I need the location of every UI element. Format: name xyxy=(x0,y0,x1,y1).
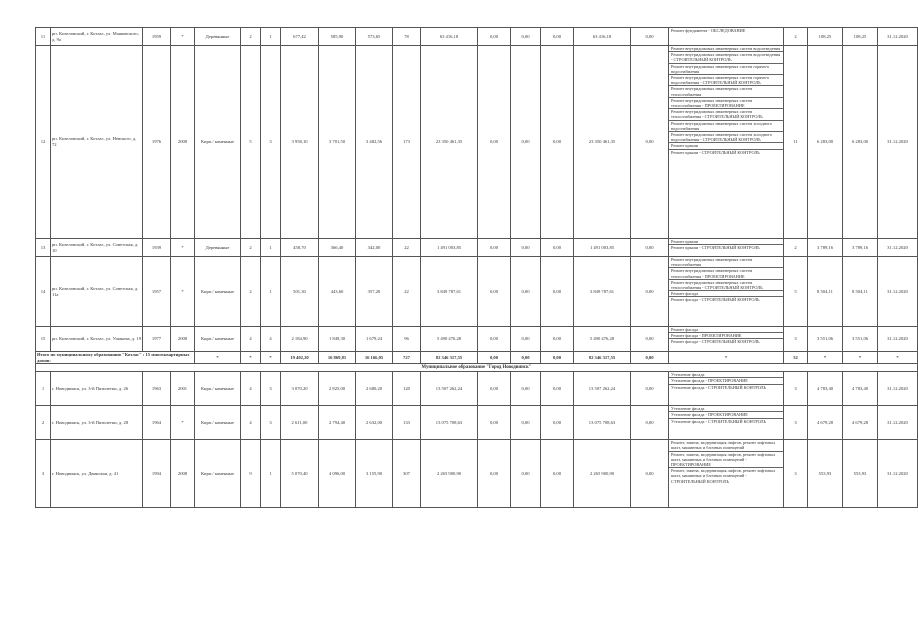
cell: 342,00 xyxy=(356,239,393,257)
cell: 1977 xyxy=(143,327,171,352)
cell: 0,00 xyxy=(511,406,541,440)
cell: * xyxy=(171,406,195,440)
row-number-cell: 13 xyxy=(36,239,51,257)
work-item: Утепление фасада - ПРОЕКТИРОВАНИЕ xyxy=(669,412,783,418)
work-item: Ремонт внутридомовых инженерных систем водоотведения xyxy=(669,46,783,52)
cell: 108,25 xyxy=(843,28,878,46)
cell: 0,00 xyxy=(541,440,574,508)
cell: 23 350 461,35 xyxy=(421,46,478,239)
cell: 1964 xyxy=(143,406,171,440)
cell: 0,00 xyxy=(631,46,669,239)
cell: 0,00 xyxy=(511,327,541,352)
cell: 22 xyxy=(393,257,421,327)
cell: 0,00 xyxy=(631,28,669,46)
cell: 573,65 xyxy=(356,28,393,46)
table-row xyxy=(36,257,918,327)
row-number-cell: 1 xyxy=(36,372,51,406)
table-row xyxy=(36,406,918,440)
cell: 1994 xyxy=(143,440,171,508)
table-row xyxy=(36,327,918,352)
work-item: Ремонт крыши - СТРОИТЕЛЬНЫЙ КОНТРОЛЬ xyxy=(671,149,760,155)
cell: 677,42 xyxy=(281,28,319,46)
cell: 3 849 787,61 xyxy=(574,257,631,327)
cell: 3 xyxy=(784,406,808,440)
cell: 63 416,18 xyxy=(574,28,631,46)
cell: 31.12.2020 xyxy=(878,440,918,508)
cell: Деревянные xyxy=(195,28,241,46)
cell: 1 xyxy=(261,257,281,327)
cell: Кирп./ каменные xyxy=(195,257,241,327)
cell: * xyxy=(171,257,195,327)
cell: 23 350 461,35 xyxy=(574,46,631,239)
cell: 31.12.2020 xyxy=(878,46,918,239)
work-item: Ремонт фасада - СТРОИТЕЛЬНЫЙ КОНТРОЛЬ xyxy=(671,339,760,345)
cell: 3 551,06 xyxy=(843,327,878,352)
cell: 31.12.2020 xyxy=(878,406,918,440)
cell: 3 789,16 xyxy=(843,239,878,257)
cell: 5 070,40 xyxy=(281,440,319,508)
cell: 1 491 003,85 xyxy=(574,239,631,257)
cell: 2 794,40 xyxy=(319,406,356,440)
cell: 1 491 003,85 xyxy=(421,239,478,257)
cell: 1 849,30 xyxy=(319,327,356,352)
cell: 0,00 xyxy=(478,28,511,46)
address-cell: рп. Кизеловский, г. Котлас, ул. Советская, д. 10 xyxy=(51,239,143,257)
cell: 3 xyxy=(261,406,281,440)
cell: 78 xyxy=(393,28,421,46)
cell: Кирп./ каменные xyxy=(195,372,241,406)
cell: 0,00 xyxy=(511,46,541,239)
work-item: Утепление фасада - СТРОИТЕЛЬНЫЙ КОНТРОЛЬ xyxy=(671,384,767,390)
cell: 31.12.2020 xyxy=(878,28,918,46)
cell: 0,00 xyxy=(541,372,574,406)
cell: 3 551,06 xyxy=(808,327,843,352)
table-row xyxy=(36,46,918,239)
cell: * xyxy=(195,352,241,364)
cell: 1963 xyxy=(143,372,171,406)
cell: 0,00 xyxy=(541,352,574,364)
cell: 357,20 xyxy=(356,257,393,327)
cell: 16 869,81 xyxy=(319,352,356,364)
cell: 0,00 xyxy=(511,257,541,327)
work-item: Ремонт внутридомовых инженерных систем теплоснабжения - ПРОЕКТИРОВАНИЕ xyxy=(669,268,783,279)
cell: 4 783,40 xyxy=(808,372,843,406)
row-number-cell: 2 xyxy=(36,406,51,440)
cell: 4 679,28 xyxy=(808,406,843,440)
cell: * xyxy=(171,239,195,257)
total-label: Итого по муниципальному образованию "Котлас" : 15 многоквартирных домов: xyxy=(36,352,195,364)
cell: 16 166,05 xyxy=(356,352,393,364)
cell: 31.12.2020 xyxy=(878,372,918,406)
cell: 0,00 xyxy=(478,352,511,364)
cell: 13 507 262,24 xyxy=(421,372,478,406)
table-row xyxy=(36,239,918,257)
cell: 8 504,11 xyxy=(843,257,878,327)
cell: 0,00 xyxy=(631,257,669,327)
cell: Кирп./ каменные xyxy=(195,406,241,440)
cell: * xyxy=(241,352,261,364)
cell: 1 xyxy=(261,28,281,46)
work-item: Утепление фасада - СТРОИТЕЛЬНЫЙ КОНТРОЛЬ xyxy=(671,418,767,424)
work-item: Ремонт внутридомовых инженерных систем теплоснабжения - СТРОИТЕЛЬНЫЙ КОНТРОЛЬ xyxy=(669,109,783,120)
cell: 5 xyxy=(241,46,261,239)
work-item: Ремонт крыши xyxy=(669,239,783,245)
cell: Кирп./ каменные xyxy=(195,46,241,239)
cell: 553,93 xyxy=(808,440,843,508)
cell: * xyxy=(261,352,281,364)
cell: 458,70 xyxy=(281,239,319,257)
address-cell: рп. Кизеловский, г. Котлас, ул. Маяковского, д. 9а xyxy=(51,28,143,46)
cell: 3 958,10 xyxy=(281,46,319,239)
housing-repair-table xyxy=(35,27,918,508)
work-item: Ремонт внутридомовых инженерных систем горячего водоснабжения - СТРОИТЕЛЬНЫЙ КОНТРОЛЬ xyxy=(669,75,783,86)
cell: 2001 xyxy=(171,372,195,406)
cell: 1 xyxy=(261,440,281,508)
work-item: Ремонт внутридомовых инженерных систем теплоснабжения xyxy=(669,86,783,97)
cell: 2 265 900,90 xyxy=(421,440,478,508)
cell: 0,00 xyxy=(541,239,574,257)
work-item: Ремонт крыши - СТРОИТЕЛЬНЫЙ КОНТРОЛЬ xyxy=(671,245,760,251)
work-item: Ремонт крыши xyxy=(669,143,783,149)
cell: 3 789,16 xyxy=(808,239,843,257)
cell: 82 346 317,55 xyxy=(574,352,631,364)
cell: 0,00 xyxy=(511,352,541,364)
address-cell: г. Новодвинск, ул. 3-й Пятилетки, д. 28 xyxy=(51,406,143,440)
cell: 1 xyxy=(261,239,281,257)
work-item: Ремонт фасада - ПРОЕКТИРОВАНИЕ xyxy=(669,333,783,339)
cell: 0,00 xyxy=(511,372,541,406)
cell: 0,00 xyxy=(478,406,511,440)
work-item: Ремонт внутридомовых инженерных систем водоотведения - СТРОИТЕЛЬНЫЙ КОНТРОЛЬ xyxy=(669,52,783,63)
work-item: Ремонт внутридомовых инженерных систем горячего водоснабжения xyxy=(669,64,783,75)
cell: 22 xyxy=(393,239,421,257)
row-number-cell: 11 xyxy=(36,28,51,46)
work-item: Утепление фасада xyxy=(669,406,783,412)
cell: 0,00 xyxy=(631,406,669,440)
cell: 5 xyxy=(784,257,808,327)
cell: 3 070,20 xyxy=(281,372,319,406)
cell: 3 701,50 xyxy=(319,46,356,239)
cell: 96 xyxy=(393,327,421,352)
cell: Кирп./ каменные xyxy=(195,327,241,352)
cell: 5 490 476,28 xyxy=(574,327,631,352)
cell: 31.12.2020 xyxy=(878,257,918,327)
work-item: Ремонт внутридомовых инженерных систем теплоснабжения - СТРОИТЕЛЬНЫЙ КОНТРОЛЬ xyxy=(669,280,783,291)
cell: 0,00 xyxy=(478,46,511,239)
section-title: Муниципальное образование "Город Новодвинск" xyxy=(36,364,918,372)
cell: 1959 xyxy=(143,28,171,46)
cell: 120 xyxy=(393,372,421,406)
row-number-cell: 15 xyxy=(36,327,51,352)
cell: 4 xyxy=(241,406,261,440)
cell: 0,00 xyxy=(631,239,669,257)
cell: 0,00 xyxy=(631,352,669,364)
row-number-cell: 14 xyxy=(36,257,51,327)
cell: 0,00 xyxy=(541,327,574,352)
cell: 501,30 xyxy=(281,257,319,327)
cell: 3 xyxy=(261,372,281,406)
cell: * xyxy=(808,352,843,364)
work-item: Ремонт фасада - СТРОИТЕЛЬНЫЙ КОНТРОЛЬ xyxy=(671,297,760,303)
work-item: Утепление фасада - ПРОЕКТИРОВАНИЕ xyxy=(669,378,783,384)
cell: 1976 xyxy=(143,46,171,239)
cell: 366,40 xyxy=(319,239,356,257)
work-item: Ремонт фасада xyxy=(669,327,783,333)
cell: 0,00 xyxy=(478,257,511,327)
cell: 2 611,00 xyxy=(281,406,319,440)
cell: 0,00 xyxy=(511,239,541,257)
cell: * xyxy=(171,28,195,46)
cell: 0,00 xyxy=(631,327,669,352)
cell: 4 xyxy=(241,327,261,352)
document-sheet xyxy=(35,27,908,508)
cell: 3 849 787,61 xyxy=(421,257,478,327)
cell: * xyxy=(878,352,918,364)
cell: 63 416,18 xyxy=(421,28,478,46)
row-number-cell: 12 xyxy=(36,46,51,239)
cell: 3 482,56 xyxy=(356,46,393,239)
cell: 2008 xyxy=(171,327,195,352)
cell: 4 783,40 xyxy=(843,372,878,406)
cell: * xyxy=(843,352,878,364)
cell: 307 xyxy=(393,440,421,508)
works-list xyxy=(669,327,784,352)
cell: 2008 xyxy=(171,440,195,508)
works-list xyxy=(669,257,784,327)
table-row xyxy=(36,440,918,508)
cell: Кирп./ каменные xyxy=(195,440,241,508)
work-item: Ремонт фасада xyxy=(669,291,783,297)
cell: 133 xyxy=(393,406,421,440)
cell: 1939 xyxy=(143,239,171,257)
address-cell: г. Новодвинск, ул. Двинская, д. 41 xyxy=(51,440,143,508)
cell: 0,00 xyxy=(541,28,574,46)
cell: 3 xyxy=(784,440,808,508)
cell: 0,00 xyxy=(631,440,669,508)
cell: 13 075 708,63 xyxy=(421,406,478,440)
cell: 31.12.2020 xyxy=(878,327,918,352)
cell: 11 xyxy=(784,46,808,239)
works-list xyxy=(669,28,784,46)
cell: 19 402,20 xyxy=(281,352,319,364)
cell: 0,00 xyxy=(478,239,511,257)
cell: 108,25 xyxy=(808,28,843,46)
table-row xyxy=(36,372,918,406)
work-item: Ремонт, замена, модернизация лифтов, ремонт лифтовых шахт, машинных и блочных помещений - СТРОИТЕЛЬНЫЙ КОНТРОЛЬ xyxy=(671,468,776,484)
cell: 6 283,00 xyxy=(808,46,843,239)
works-list xyxy=(669,46,784,239)
cell: 173 xyxy=(393,46,421,239)
cell: 0,00 xyxy=(478,372,511,406)
cell: 6 283,00 xyxy=(843,46,878,239)
address-cell: рп. Кизеловский, г. Котлас, ул. Советская, д. 11а xyxy=(51,257,143,327)
cell: 0,00 xyxy=(478,327,511,352)
cell: 1957 xyxy=(143,257,171,327)
cell: 2008 xyxy=(171,46,195,239)
cell: 2 184,90 xyxy=(281,327,319,352)
cell: 3 xyxy=(261,46,281,239)
cell: * xyxy=(669,352,784,364)
work-item: Утепление фасада xyxy=(669,372,783,378)
cell: 2 825,00 xyxy=(319,372,356,406)
cell: 3 xyxy=(784,372,808,406)
cell: 0,00 xyxy=(541,257,574,327)
cell: 2 xyxy=(241,257,261,327)
address-cell: г. Новодвинск, ул. 3-й Пятилетки, д. 26 xyxy=(51,372,143,406)
work-item: Ремонт внутридомовых инженерных систем теплоснабжения xyxy=(669,257,783,268)
works-list xyxy=(669,239,784,257)
cell: 4 679,28 xyxy=(843,406,878,440)
cell: 0,00 xyxy=(478,440,511,508)
cell: 4 xyxy=(261,327,281,352)
works-list xyxy=(669,440,784,508)
cell: 2 xyxy=(784,239,808,257)
cell: 0,00 xyxy=(511,440,541,508)
total-row xyxy=(36,352,918,364)
cell: 585,90 xyxy=(319,28,356,46)
cell: Деревянные xyxy=(195,239,241,257)
cell: 2 xyxy=(784,28,808,46)
table-row xyxy=(36,28,918,46)
cell: 0,00 xyxy=(541,406,574,440)
work-item: Ремонт, замена, модернизация лифтов, ремонт лифтовых шахт, машинных и блочных помещений xyxy=(669,440,783,451)
cell: 443,60 xyxy=(319,257,356,327)
cell: 82 346 317,55 xyxy=(421,352,478,364)
cell: 31.12.2020 xyxy=(878,239,918,257)
work-item: Ремонт внутридомовых инженерных систем холодного водоснабжения - СТРОИТЕЛЬНЫЙ КОНТРОЛЬ xyxy=(669,132,783,143)
cell: 1 679,24 xyxy=(356,327,393,352)
cell: 13 507 262,24 xyxy=(574,372,631,406)
cell: 5 490 476,28 xyxy=(421,327,478,352)
works-list xyxy=(669,372,784,406)
work-item: Ремонт внутридомовых инженерных систем теплоснабжения - ПРОЕКТИРОВАНИЕ xyxy=(669,98,783,109)
cell: 13 075 708,63 xyxy=(574,406,631,440)
cell: 8 504,11 xyxy=(808,257,843,327)
cell: 0,00 xyxy=(541,46,574,239)
cell: 0,00 xyxy=(631,372,669,406)
cell: 52 xyxy=(784,352,808,364)
cell: 9 xyxy=(241,440,261,508)
work-item: Ремонт, замена, модернизация лифтов, ремонт лифтовых шахт, машинных и блочных помещений - ПРОЕКТИРОВАНИЕ xyxy=(669,452,783,469)
works-list xyxy=(669,406,784,440)
cell: 2 632,00 xyxy=(356,406,393,440)
cell: 2 680,20 xyxy=(356,372,393,406)
cell: 4 xyxy=(241,372,261,406)
section-header-row xyxy=(36,364,918,372)
work-item: Ремонт внутридомовых инженерных систем холодного водоснабжения xyxy=(669,121,783,132)
cell: 2 xyxy=(241,239,261,257)
work-item: Ремонт фундамента - ОБСЛЕДОВАНИЕ xyxy=(671,28,746,33)
cell: 553,93 xyxy=(843,440,878,508)
cell: 0,00 xyxy=(511,28,541,46)
cell: 3 155,90 xyxy=(356,440,393,508)
cell: 727 xyxy=(393,352,421,364)
cell: 2 xyxy=(241,28,261,46)
address-cell: рп. Кизеловский, г. Котлас, ул. Ушакова, д. 19 xyxy=(51,327,143,352)
row-number-cell: 3 xyxy=(36,440,51,508)
cell: 2 265 900,90 xyxy=(574,440,631,508)
cell: 4 096,00 xyxy=(319,440,356,508)
cell: 3 xyxy=(784,327,808,352)
address-cell: рп. Кизеловский, г. Котлас, ул. Невского, д. 72 xyxy=(51,46,143,239)
